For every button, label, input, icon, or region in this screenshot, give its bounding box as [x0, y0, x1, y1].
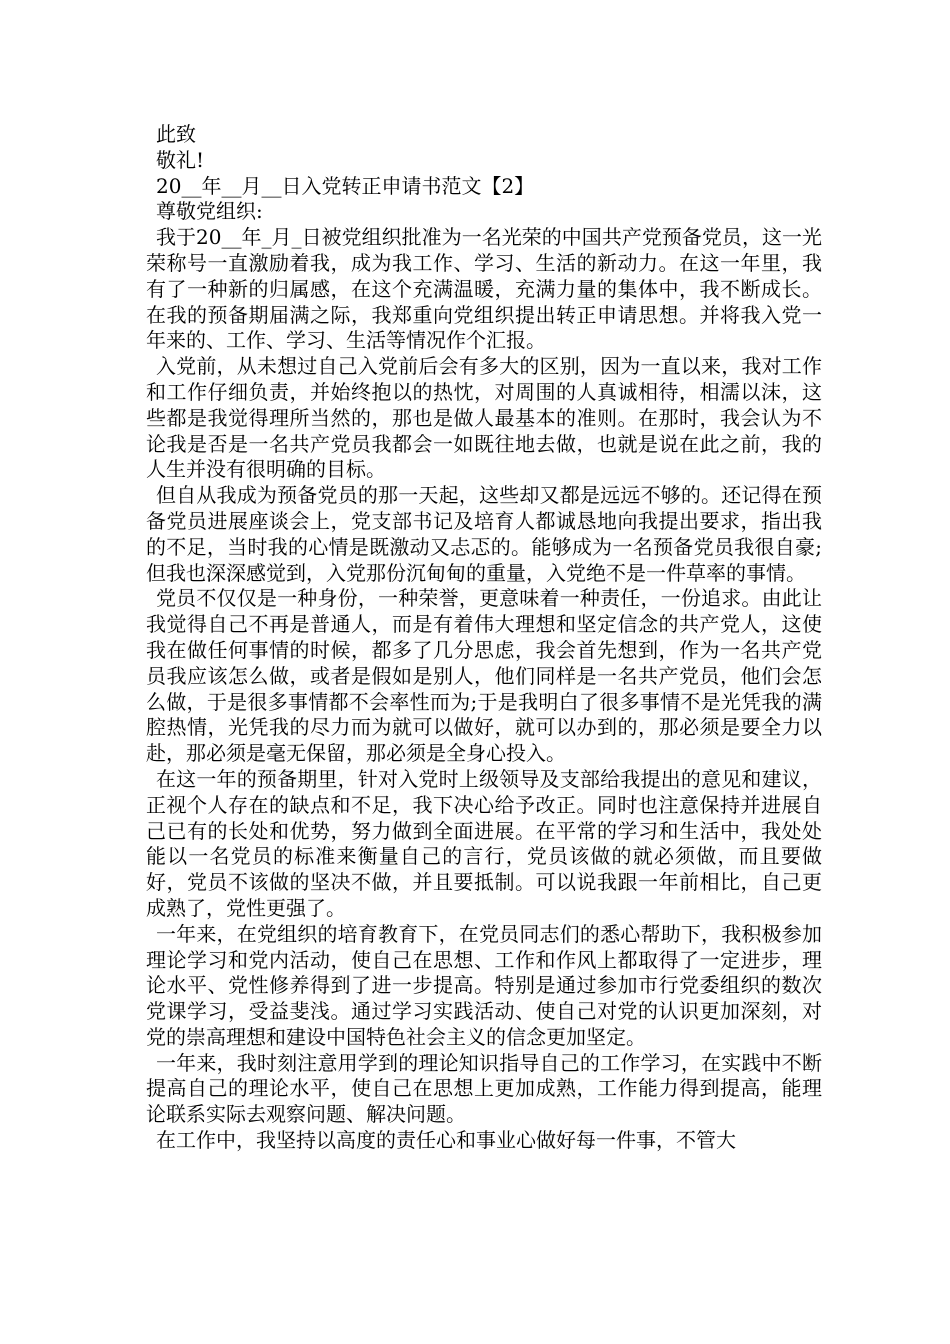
paragraph-6: 一年来，在党组织的培育教育下，在党员同志们的悉心帮助下，我积极参加理论学习和党内活动，使自己在思想、工作和作风上都取得了一定进步，理论水平、党性修养得到了进一步提高。特别是通过参加市行党委组织的数次党课学习，受益斐浅。通过学习实践活动、使自己对党的认识更加深刻，对党的崇高理想和建设中国特色社会主义的信念更加坚定。	[146, 921, 822, 1049]
closing-regards: 敬礼!	[156, 147, 205, 172]
paragraph-8: 在工作中，我坚持以高度的责任心和事业心做好每一件事，不管大	[156, 1128, 736, 1153]
paragraph-7: 一年来，我时刻注意用学到的理论知识指导自己的工作学习，在实践中不断提高自己的理论水平，使自己在思想上更加成熟，工作能力得到提高，能理论联系实际去观察问题、解决问题。	[146, 1050, 822, 1127]
closing-salutation: 此致	[156, 122, 196, 146]
paragraph-5: 在这一年的预备期里，针对入党时上级领导及支部给我提出的意见和建议，正视个人存在的缺点和不足，我下决心给予改正。同时也注意保持并进展自己已有的长处和优势，努力做到全面进展。在平常的学习和生活中，我处处能以一名党员的标准来衡量自己的言行，党员该做的就必须做，而且要做好，党员不该做的坚决不做，并且要抵制。可以说我跟一年前相比，自己更成熟了，党性更强了。	[146, 766, 822, 920]
paragraph-3: 但自从我成为预备党员的那一天起，这些却又都是远远不够的。还记得在预备党员进展座谈会上，党支部书记及培育人都诚恳地向我提出要求，指出我的不足，当时我的心情是既激动又忐忑的。能够成为一名预备党员我很自豪;但我也深深感觉到，入党那份沉甸甸的重量，入党绝不是一件草率的事情。	[146, 483, 822, 585]
document-title: 20__年__月__日入党转正申请书范文【2】	[156, 173, 535, 198]
paragraph-2: 入党前，从未想过自己入党前后会有多大的区别，因为一直以来，我对工作和工作仔细负责，并始终抱以的热忱，对周围的人真诚相待，相濡以沫，这些都是我觉得理所当然的，那也是做人最基本的准则。在那时，我会认为不论我是否是一名共产党员我都会一如既往地去做，也就是说在此之前，我的人生并没有很明确的目标。	[146, 354, 822, 482]
greeting: 尊敬党组织:	[156, 199, 263, 224]
letter-body	[146, 122, 822, 1154]
paragraph-1: 我于20__年_月_日被党组织批准为一名光荣的中国共产党预备党员，这一光荣称号一直激励着我，成为我工作、学习、生活的新动力。在这一年里，我有了一种新的归属感，在这个充满温暖，充满力量的集体中，我不断成长。在我的预备期届满之际，我郑重向党组织提出转正申请思想。并将我入党一年来的、工作、学习、生活等情况作个汇报。	[146, 225, 822, 353]
paragraph-4: 党员不仅仅是一种身份，一种荣誉，更意味着一种责任，一份追求。由此让我觉得自己不再是普通人，而是有着伟大理想和坚定信念的共产党人，这使我在做任何事情的时候，都多了几分思虑，我会首先想到，作为一名共产党员我应该怎么做，或者是假如是别人，他们同样是一名共产党员，他们会怎么做，于是很多事情都不会率性而为;于是我明白了很多事情不是光凭我的满腔热情，光凭我的尽力而为就可以做好，就可以办到的，那必须是要全力以赴，那必须是毫无保留，那必须是全身心投入。	[146, 586, 822, 766]
